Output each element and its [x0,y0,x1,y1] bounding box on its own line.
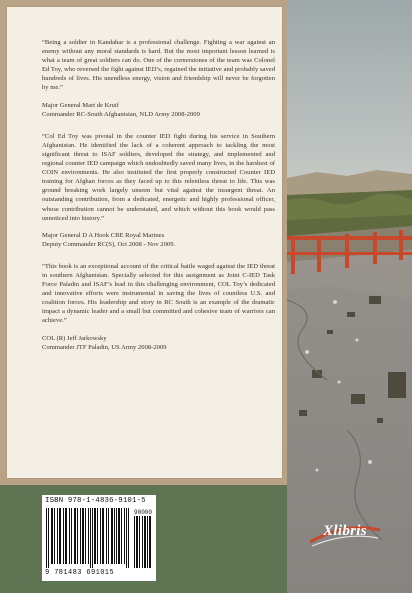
quote-attribution [42,334,275,352]
quote-author: Major General D A Hook CBE Royal Marines [42,231,165,239]
quote-attribution [42,231,275,249]
barcode-digits: 9 781483 691015 [45,569,115,577]
quote-role: Commander JTF Paladin, US Army 2008-2009 [42,343,167,351]
quote-text: “Col Ed Toy was pivotal in the counter IED fight during his service in Southern Afghanistan. He identified the lack of a coherent approach to tackling the most significant threat to ISAF soldiers, developed the strategy, and implemented and regional counter IED campaign which undoubtedly saved many lives, in the harshest of COIN environments. He also instituted the first properly constructed Counter IED training for Afghan forces as they faced up to this relentless threat to life. This was ground breaking work largely unseen but vital against the insurgent threat. An outstanding contribution, from a dedicated, energetic and highly professional officer, whose contribution cannot be understated, and which without this book would pass unnoticed into history.” [42,132,275,222]
quote-text: “Being a soldier in Kandahar is a professional challenge. Fighting a war against an enemy without any moral standards is hard. But the most important lesson learned is what a team of great soldiers can do. One of the cornerstones of the team was Colonel Ed Toy, who reversed the fight against IED’s, regained the initiative and probably saved hundreds of lives. His unendless energy, vision and friendship will never be forgotten by me.” [42,39,275,92]
quote-3 [42,262,275,352]
publisher-name: Xlibris [323,523,367,539]
barcode-addon: 90000 [134,509,152,516]
quote-attribution [42,101,275,119]
isbn-label: ISBN 978-1-4836-9101-5 [45,497,146,505]
quote-role: Deputy Commander RC(S), Oct 2008 - Nov 2009. [42,240,176,248]
quote-author: COL (R) Jeff Jarkowsky [42,334,107,342]
quote-author: Major General Mart de Kruif [42,101,119,109]
quote-1 [42,38,275,119]
publisher-logo [306,518,384,552]
quotes-list [42,38,275,365]
quote-role: Commander RC-South Afghanistan, NLD Army 2008-2009 [42,110,200,118]
barcode-block [42,495,156,581]
cover-photo-battlefield [287,0,412,593]
barcode-icon [46,508,152,568]
quote-2 [42,132,275,249]
quote-text: “This book is an exceptional account of the critical battle waged against the IED threat in southern Afghanistan. Specially selected for this assignment as Joint C-IED Task Force Paladin and ISAF’s lead in this challenging environment, COL Toy’s dedicated and innovative efforts were instrumental in saving the lives of countless U.S. and coalition forces. His leadership and story in RC South is an example of the dramatic impact a dynamic leader and a small but committed and cohesive team of warriors can achieve.” [42,262,275,325]
